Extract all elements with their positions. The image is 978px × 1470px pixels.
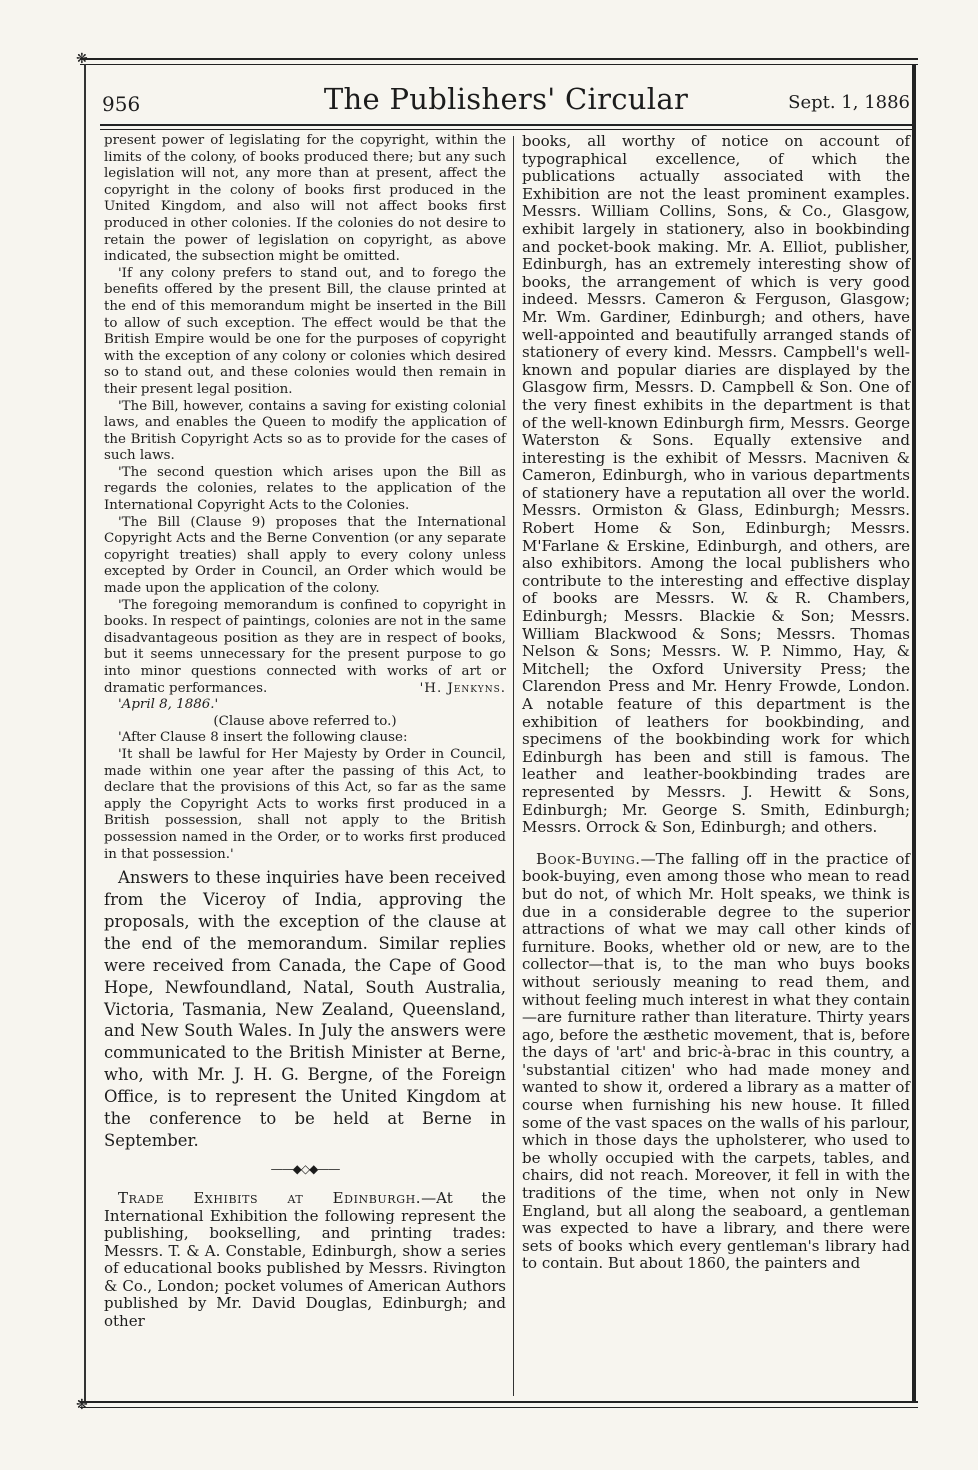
paragraph: 'If any colony prefers to stand out, and to forego the benefits offered by the present Bill, the clause printed at the end of this memorandum might be inserted in the Bill to allow of such exception. The effect would be that the British Empire would be one for the purposes of copyright with the exception of any colony or colonies which desired so to stand out, and these colonies would then remain in their present legal position. bbox=[104, 265, 506, 397]
section-heading: Trade Exhibits at Edinburgh. bbox=[118, 1188, 422, 1207]
page-header bbox=[100, 82, 912, 122]
bottom-border-rule bbox=[80, 1401, 918, 1403]
memorandum-text bbox=[104, 133, 506, 863]
date-line: 'April 8, 1886.' bbox=[118, 697, 219, 713]
section-heading: Book-Buying. bbox=[536, 849, 641, 868]
top-border-rule bbox=[80, 58, 918, 60]
paragraph: 'The Bill (Clause 9) proposes that the International Copyright Acts and the Berne Convention (or any separate copyright treaties) shall apply to every colony unless excepted by Order in Council, an Order which would be made upon the application of the colony. bbox=[104, 514, 506, 597]
corner-ornament-icon: ❋ bbox=[76, 51, 88, 67]
paragraph bbox=[104, 598, 506, 698]
corner-ornament-icon: ❋ bbox=[76, 1397, 88, 1413]
exhibits-continued bbox=[522, 133, 910, 837]
paragraph-text: —At the International Exhibition the following represent the publishing, bookselling, and printing trades: Messrs. T. & A. Constable, Edinburgh, show a series of educational books published by Messrs. Rivington & Co., London; pocket volumes of American Authors published by Mr. David Douglas, Edinburgh; and other bbox=[104, 1188, 506, 1331]
paragraph: books, all worthy of notice on account of typographical excellence, of which the publications actually associated with the Exhibition are not the least prominent examples. Messrs. William Collins, Sons, & Co., Glasgow, exhibit largely in stationery, also in bookbinding and pocket-book making. Mr. A. Elliot, publisher, Edinburgh, has an extremely interesting show of books, the arrangement of which is very good indeed. Messrs. Cameron & Ferguson, Glasgow; Mr. Wm. Gardiner, Edinburgh; and others, have well-appointed and beautifully arranged stands of stationery of every kind. Messrs. Campbell's well-known and popular diaries are displayed by the Glasgow firm, Messrs. D. Campbell & Son. One of the very finest exhibits in the department is that of the well-known Edinburgh firm, Messrs. George Waterston & Sons. Equally extensive and interesting is the exhibit of Messrs. Macniven & Cameron, Edinburgh, who in various departments of stationery have a reputation all over the world. Messrs. Ormiston & Glass, Edinburgh; Messrs. Robert Home & Son, Edinburgh; Messrs. M'Farlane & Erskine, Edinburgh, and others, are also exhibitors. Among the local publishers who contribute to the interesting and effective display of books are Messrs. W. & R. Chambers, Edinburgh; Messrs. Blackie & Son; Messrs. William Blackwood & Sons; Messrs. Thomas Nelson & Sons; Messrs. W. P. Nimmo, Hay, & Mitchell; the Oxford University Press; the Clarendon Press and Mr. Henry Frowde, London. A notable feature of this department is the exhibition of leathers for bookbinding, and specimens of the bookbinding work for which Edinburgh has been and still is famous. The leather and leather-bookbinding trades are represented by Messrs. J. Hewitt & Sons, Edinburgh; Mr. George S. Smith, Edinburgh; Messrs. Orrock & Son, Edinburgh; and others. bbox=[522, 132, 910, 837]
paragraph: 'After Clause 8 insert the following clause: bbox=[118, 730, 408, 746]
top-border-rule-inner bbox=[80, 64, 918, 65]
page-number: 956 bbox=[102, 92, 141, 116]
paragraph: present power of legislating for the copyright, within the limits of the colony, of books produced there; but any such legislation will not, any more than at present, affect the copyright in the colony of books first produced in the United Kingdom, and also will not affect books first produced in other colonies. If the colonies do not desire to retain the power of legislation on copyright, as above indicated, the subsection might be omitted. bbox=[104, 133, 506, 265]
paragraph: 'It shall be lawful for Her Majesty by Order in Council, made within one year after the passing of this Act, to declare that the provisions of this Act, so far as the same apply the Copyright Acts to works first produced in a British possession, shall not apply to the British possession named in the Order, or to works first produced in that possession.' bbox=[104, 746, 506, 862]
paragraph-text: —The falling off in the practice of book-buying, even among those who mean to read but do not, of which Mr. Holt speaks, we think is due in a considerable degree to the superior attractions of what we may call other kinds of furniture. Books, whether old or new, are to the collector—that is, to the man who buys books without seriously meaning to read them, and without feeling much interest in what they contain—are furniture rather than literature. Thirty years ago, before the æsthetic movement, that is, before the days of 'art' and bric-à-brac in this country, a 'substantial citizen' who had made money and wanted to show it, ordered a library as a matter of course when furnishing his new house. It filled some of the vast spaces on the walls of his parlour, which in those days the upholsterer, who used to be wholly occupied with the carpets, tables, and chairs, did not reach. Moreover, it fell in with the traditions of the time, when not only in New England, but all along the seaboard, a gentleman was expected to have a library, and there were sets of books which every gentleman's library had to contain. But about 1860, the painters and bbox=[522, 849, 910, 1273]
header-rule-inner bbox=[100, 129, 912, 130]
page-title: The Publishers' Circular bbox=[323, 82, 689, 116]
clause-caption: (Clause above referred to.) bbox=[213, 713, 397, 729]
paragraph: Answers to these inquiries have been received from the Viceroy of India, approving the proposals, with the exception of the clause at the end of the memorandum. Similar replies were received from Canada, the Cape of Good Hope, Newfoundland, Natal, South Australia, Victoria, Tasmania, New Zealand, Queensland, and New South Wales. In July the answers were communicated to the British Minister at Berne, who, with Mr. J. H. G. Bergne, of the Foreign Office, is to represent the United Kingdom at the conference to be held at Berne in September. bbox=[104, 868, 506, 1150]
issue-date: Sept. 1, 1886 bbox=[788, 92, 910, 113]
left-border-line bbox=[84, 64, 86, 1401]
paragraph bbox=[104, 1190, 506, 1331]
paragraph: 'The Bill, however, contains a saving for existing colonial laws, and enables the Queen to modify the application of the British Copyright Acts so as to provide for the cases of such laws. bbox=[104, 398, 506, 464]
signature: 'H. Jenkyns. bbox=[419, 680, 506, 696]
book-buying-section bbox=[522, 851, 910, 1273]
answers-text bbox=[104, 867, 506, 1152]
left-column bbox=[104, 133, 506, 1331]
trade-exhibits-section bbox=[104, 1190, 506, 1331]
section-separator: ——◆◇◆—— bbox=[270, 1161, 340, 1176]
paragraph: 'The second question which arises upon the Bill as regards the colonies, relates to the application of the International Copyright Acts to the Colonies. bbox=[104, 464, 506, 514]
bottom-border-rule-inner bbox=[80, 1407, 918, 1408]
header-rule bbox=[100, 124, 912, 126]
column-divider bbox=[513, 136, 514, 1396]
paragraph bbox=[522, 851, 910, 1273]
paragraph-text: 'The foregoing memorandum is confined to copyright in books. In respect of paintings, colonies are not in the same disadvantageous position as they are in respect of books, but it seems unnecessary for the present purpose to go into minor questions connected with works of art or dramatic performances. bbox=[104, 597, 506, 696]
right-column bbox=[522, 133, 910, 1273]
right-border-line bbox=[912, 64, 916, 1401]
